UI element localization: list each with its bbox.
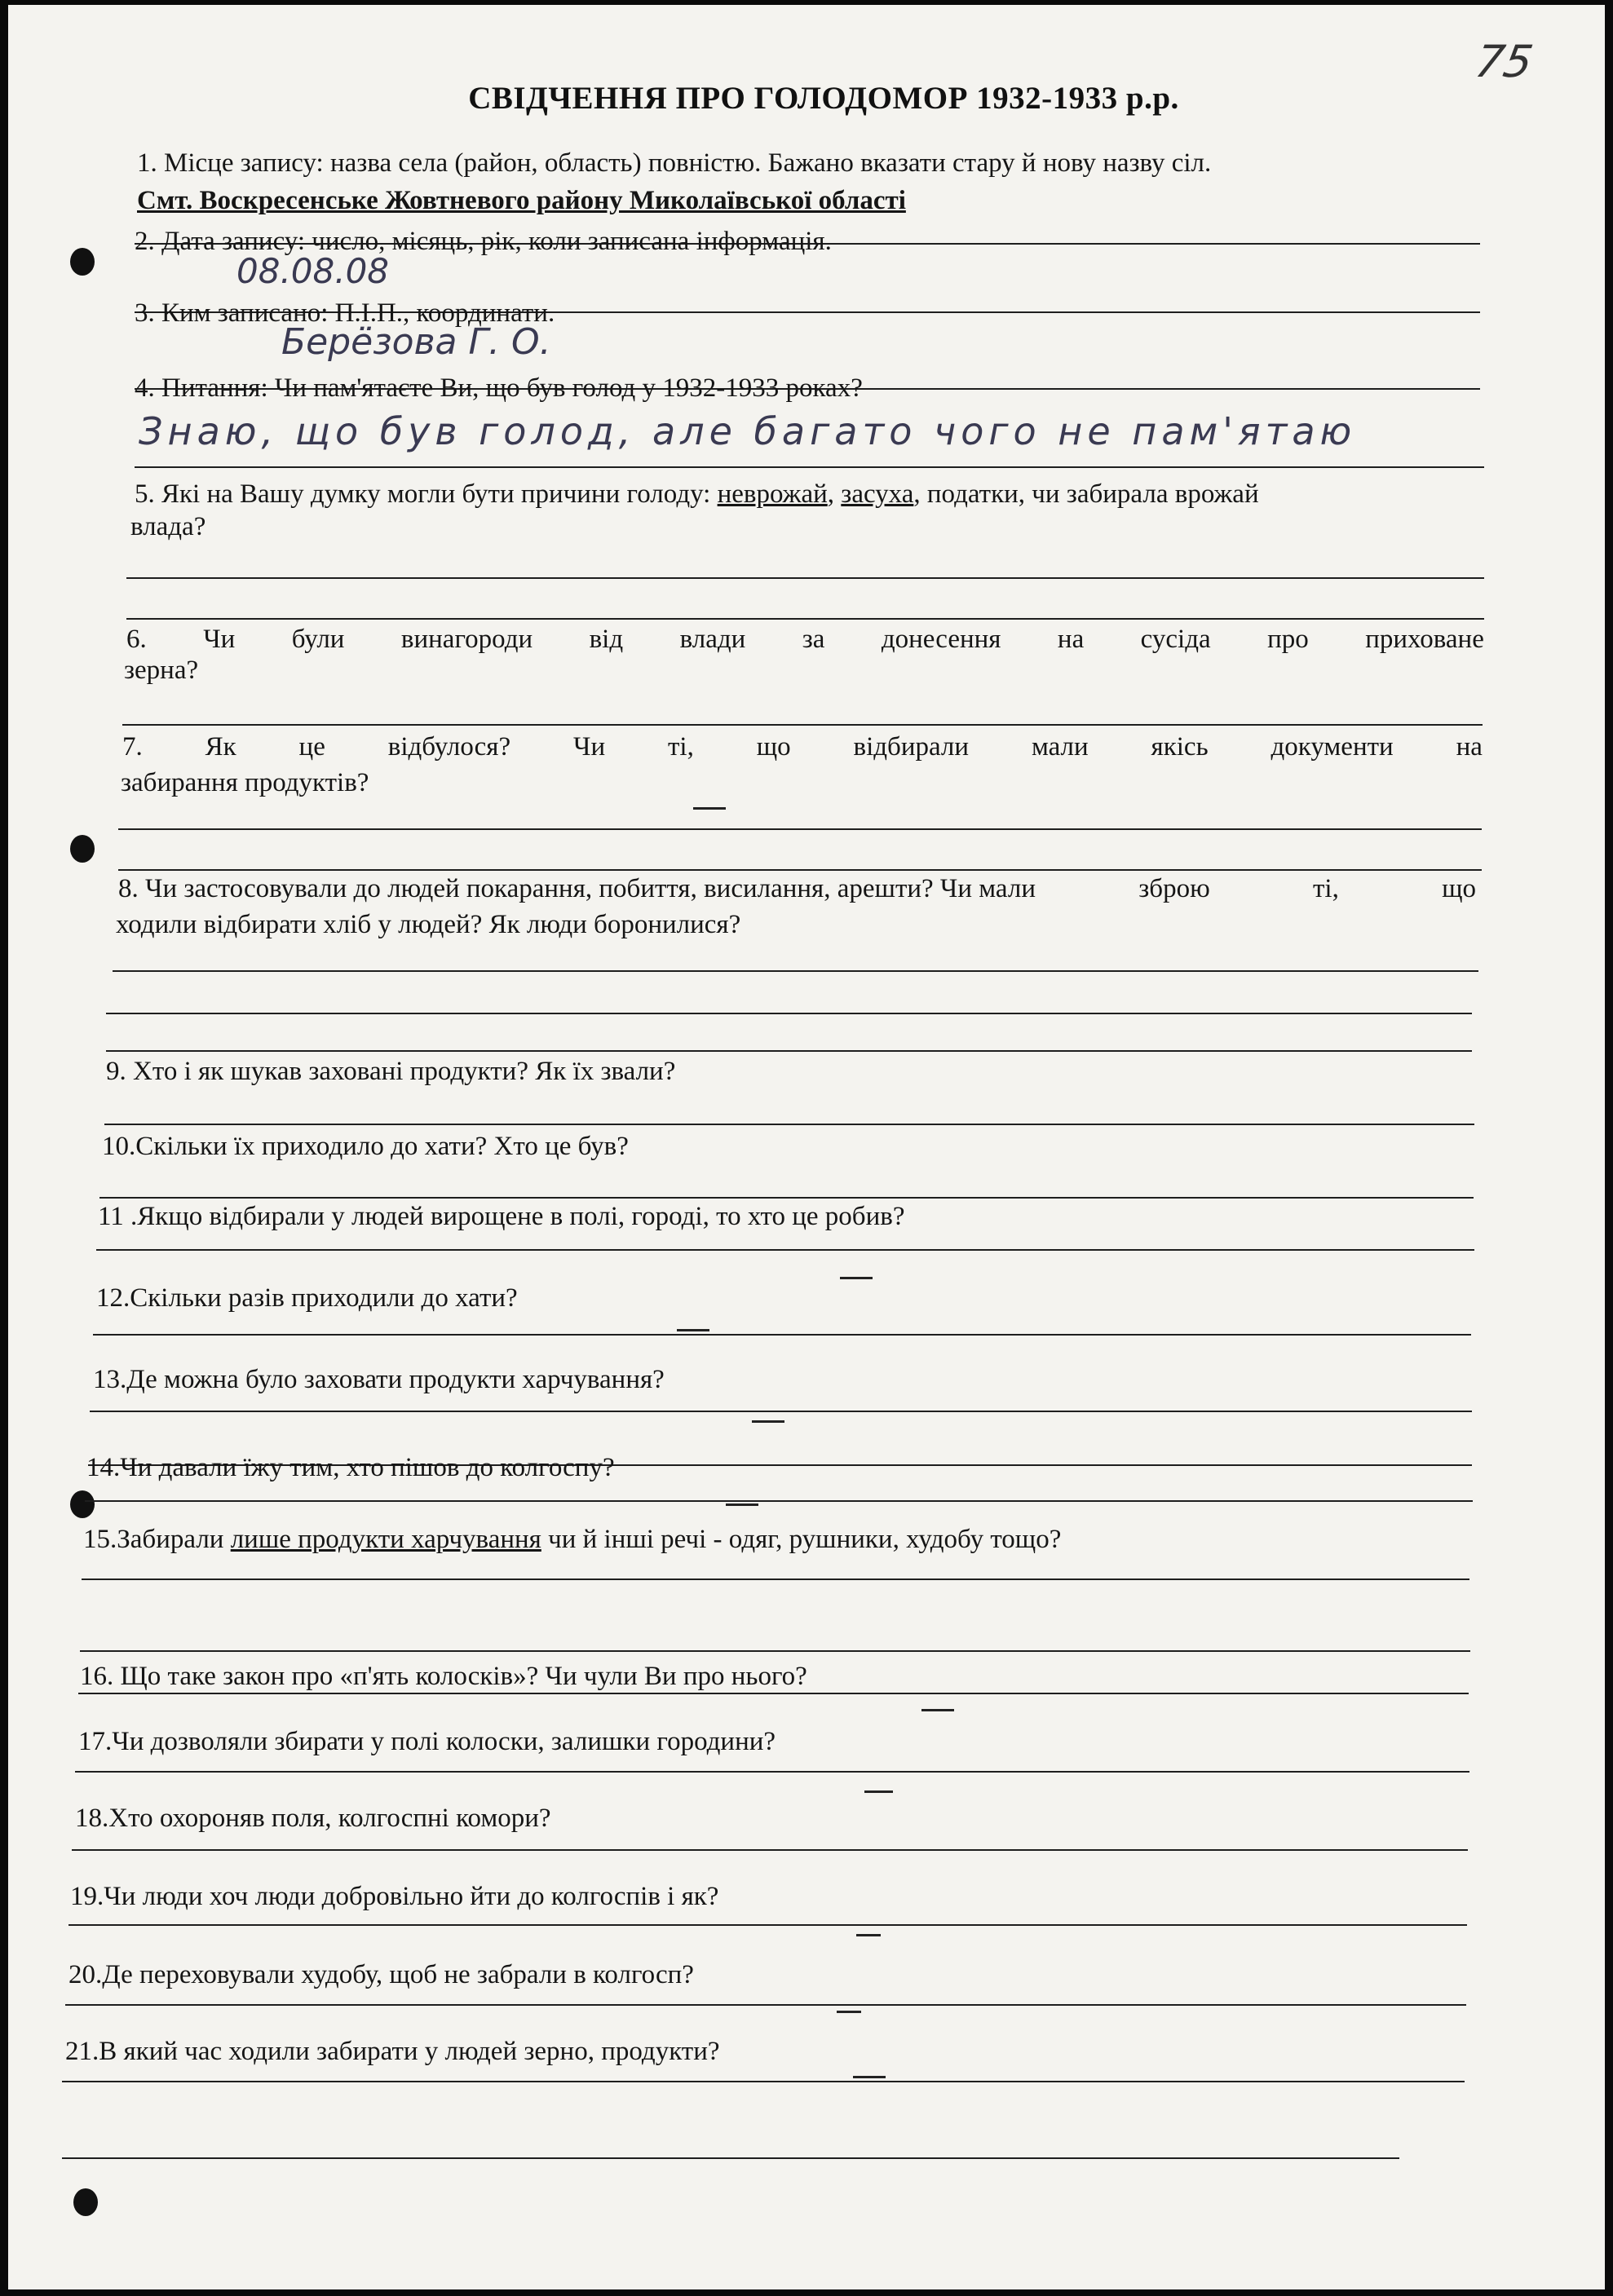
answer-line — [80, 1650, 1470, 1652]
question-2: 2. Дата запису: число, місяць, рік, коли записана інформація. — [135, 227, 832, 256]
dash-mark — [921, 1709, 954, 1711]
punch-hole-lower — [70, 1490, 95, 1518]
dash-mark — [677, 1329, 709, 1331]
q7-word: 7. — [122, 732, 143, 762]
dash-mark — [856, 1934, 881, 1936]
answer-line — [122, 724, 1483, 726]
question-20: 20.Де переховували худобу, щоб не забрали в колгосп? — [68, 1960, 694, 1989]
question-5: 5. Які на Вашу думку могли бути причини голоду: неврожай, засуха, податки, чи забирала врожай — [135, 479, 1259, 509]
q6-word: за — [802, 625, 825, 654]
answer-line — [126, 577, 1484, 579]
q8-part: ті, — [1312, 874, 1339, 903]
answer-3-handwritten: Берёзова Г. О. — [281, 321, 551, 363]
answer-line — [118, 869, 1482, 871]
answer-line — [113, 970, 1478, 972]
answer-line — [68, 1924, 1467, 1926]
question-11: 11 .Якщо відбирали у людей вирощене в полі, городі, то хто це робив? — [98, 1202, 905, 1231]
q6-word: Чи — [203, 625, 236, 654]
answer-line — [118, 828, 1482, 830]
dash-mark — [864, 1790, 893, 1793]
q8-part: що — [1442, 874, 1476, 903]
q7-word: Чи — [573, 732, 606, 762]
question-8 — [118, 874, 1476, 904]
q7-word: мали — [1031, 732, 1089, 762]
answer-line — [85, 1500, 1473, 1502]
answer-2-handwritten: 08.08.08 — [236, 251, 390, 291]
dash-mark — [840, 1277, 873, 1279]
q7-word: на — [1456, 732, 1483, 762]
answer-line — [62, 2081, 1465, 2082]
q7-word: Як — [205, 732, 236, 762]
questionnaire-page — [8, 5, 1605, 2289]
q7-word: відбирали — [853, 732, 970, 762]
answer-line — [78, 1693, 1469, 1694]
question-5-cont: влада? — [130, 512, 206, 541]
answer-line — [93, 1334, 1471, 1336]
answer-line — [104, 1124, 1474, 1125]
q7-word: ті, — [667, 732, 694, 762]
question-15: 15.Забирали лише продукти харчування чи й інші речі - одяг, рушники, худобу тощо? — [83, 1525, 1062, 1554]
page-number: 75 — [1471, 36, 1537, 87]
punch-hole-top — [70, 248, 95, 276]
dash-mark — [752, 1420, 784, 1423]
q6-word: приховане — [1365, 625, 1484, 654]
answer-line — [135, 466, 1484, 468]
dash-mark — [693, 807, 726, 810]
punch-hole-bottom — [73, 2188, 98, 2216]
underlined-phrase: лише продукти харчування — [230, 1525, 541, 1554]
answer-1: Смт. Воскресенське Жовтневого району Миколаївської області — [137, 186, 906, 215]
answer-line — [106, 1050, 1472, 1052]
answer-line — [96, 1249, 1474, 1251]
question-16: 16. Що таке закон про «п'ять колосків»? Чи чули Ви про нього? — [80, 1662, 807, 1691]
answer-line — [82, 1578, 1469, 1580]
question-17: 17.Чи дозволяли збирати у полі колоски, залишки городини? — [78, 1727, 776, 1756]
question-21: 21.В який час ходили забирати у людей зерно, продукти? — [65, 2037, 720, 2066]
answer-4-handwritten: Знаю, що був голод, але багато чого не пам'ятаю — [139, 409, 1357, 453]
question-10: 10.Скільки їх приходило до хати? Хто це був? — [102, 1132, 629, 1161]
q6-word: на — [1057, 625, 1085, 654]
dash-mark — [726, 1503, 758, 1506]
question-8-cont: ходили відбирати хліб у людей? Як люди боронилися? — [116, 910, 741, 939]
dash-mark — [853, 2076, 886, 2078]
question-12: 12.Скільки разів приходили до хати? — [96, 1283, 518, 1313]
answer-line — [62, 2157, 1399, 2159]
page-title: СВІДЧЕННЯ ПРО ГОЛОДОМОР 1932-1933 р.р. — [468, 81, 1179, 116]
q8-part: зброю — [1138, 874, 1210, 903]
question-7 — [122, 732, 1483, 762]
underlined-word: засуха — [841, 479, 914, 509]
q8-part: 8. Чи застосовували до людей покарання, побиття, висилання, арешти? Чи мали — [118, 874, 1036, 903]
punch-hole-middle — [70, 835, 95, 863]
q6-word: 6. — [126, 625, 147, 654]
question-9: 9. Хто і як шукав заховані продукти? Як їх звали? — [106, 1057, 676, 1086]
q6-word: сусіда — [1140, 625, 1211, 654]
answer-line — [90, 1411, 1472, 1412]
q6-word: влади — [679, 625, 746, 654]
q6-word: про — [1267, 625, 1309, 654]
underlined-word: неврожай — [717, 479, 828, 509]
answer-line — [106, 1013, 1472, 1014]
q7-word: що — [756, 732, 791, 762]
q7-word: якісь — [1151, 732, 1209, 762]
question-4: 4. Питання: Чи пам'ятаєте Ви, що був голод у 1932-1933 роках? — [135, 373, 863, 403]
question-3: 3. Ким записано: П.І.П., координати. — [135, 298, 555, 328]
question-6-cont: зерна? — [124, 656, 199, 685]
answer-line — [126, 618, 1484, 620]
answer-line — [99, 1197, 1474, 1199]
q6-word: донесення — [881, 625, 1001, 654]
question-6 — [126, 625, 1484, 655]
dash-mark — [837, 2011, 861, 2013]
question-1: 1. Місце запису: назва села (район, область) повністю. Бажано вказати стару й нову назву сіл. — [137, 148, 1212, 178]
question-7-cont: забирання продуктів? — [121, 768, 369, 797]
question-18: 18.Хто охороняв поля, колгоспні комори? — [75, 1804, 551, 1833]
q7-word: документи — [1271, 732, 1394, 762]
q6-word: винагороди — [400, 625, 533, 654]
q7-word: це — [298, 732, 325, 762]
answer-line — [75, 1771, 1469, 1773]
question-13: 13.Де можна було заховати продукти харчування? — [93, 1365, 665, 1394]
q6-word: від — [589, 625, 624, 654]
question-14: 14.Чи давали їжу тим, хто пішов до колгоспу? — [86, 1453, 615, 1482]
answer-line — [72, 1849, 1468, 1851]
answer-line — [65, 2004, 1466, 2006]
q6-word: були — [291, 625, 345, 654]
q7-word: відбулося? — [387, 732, 511, 762]
question-19: 19.Чи люди хоч люди добровільно йти до колгоспів і як? — [70, 1882, 719, 1911]
